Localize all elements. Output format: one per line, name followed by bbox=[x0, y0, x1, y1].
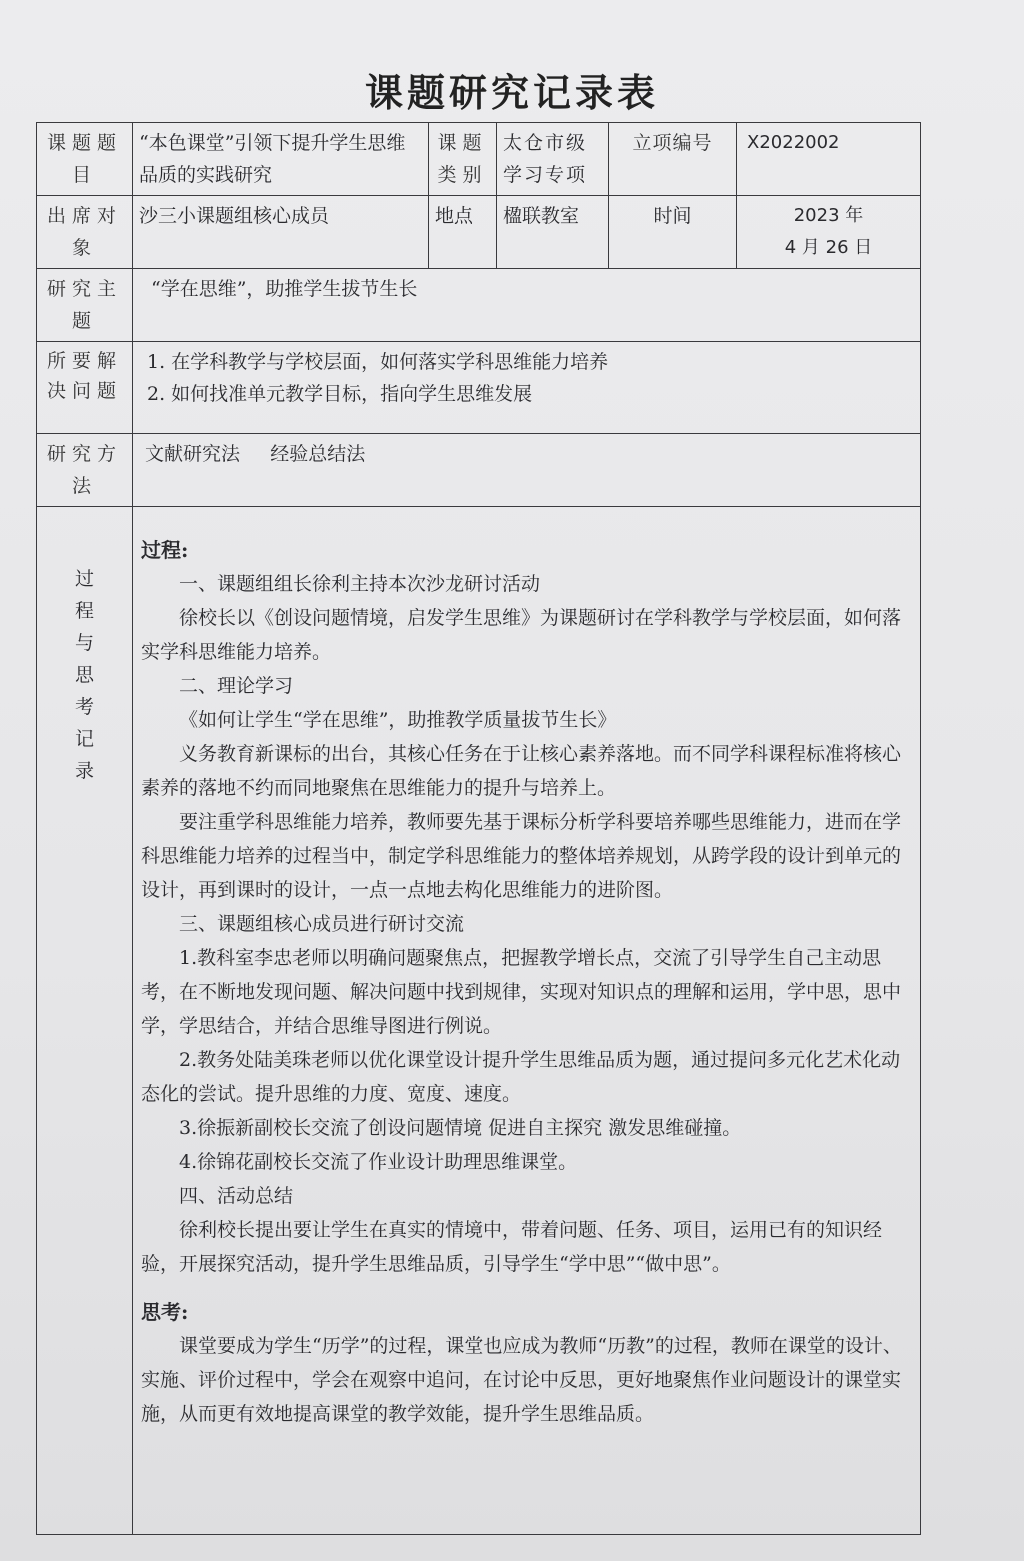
issues-label: 所要解决问题 bbox=[37, 342, 133, 434]
theme-label: 研究主题 bbox=[37, 269, 133, 342]
paragraph: 三、课题组核心成员进行研讨交流 bbox=[179, 913, 465, 935]
paragraph: 二、理论学习 bbox=[179, 675, 294, 697]
record-label bbox=[37, 507, 133, 1535]
paragraph: 要注重学科思维能力培养，教师要先基于课标分析学科要培养哪些思维能力，进而在学科思维能力培养的过程当中，制定学科思维能力的整体培养规划，从跨学段的设计到单元的设计，再到课时的设计，一点一点地去构化思维能力的进阶图。 bbox=[141, 811, 902, 901]
id-label: 立项编号 bbox=[609, 123, 737, 196]
place-label: 地点 bbox=[429, 196, 497, 269]
page-title: 课题研究记录表 bbox=[364, 70, 659, 115]
issues-list bbox=[133, 342, 921, 434]
paragraph: 徐利校长提出要让学生在真实的情境中，带着问题、任务、项目，运用已有的知识经验，开展探究活动，提升学生思维品质，引导学生“学中思”“做中思”。 bbox=[141, 1219, 883, 1275]
paragraph: 3.徐振新副校长交流了创设问题情境 促进自主探究 激发思维碰撞。 bbox=[179, 1117, 742, 1139]
id-value: X2022002 bbox=[737, 123, 921, 196]
row-topic bbox=[37, 123, 921, 196]
date-month-day: 4 月 26 日 bbox=[784, 237, 873, 258]
date-cell bbox=[737, 196, 921, 269]
category-label: 课题类别 bbox=[429, 123, 497, 196]
think-paragraph: 课堂要成为学生“历学”的过程，课堂也应成为教师“历教”的过程，教师在课堂的设计、实施、评价过程中，学会在观察中追问，在讨论中反思，更好地聚焦作业问题设计的课堂实施，从而更有效地提高课堂的教学效能，提升学生思维品质。 bbox=[141, 1335, 902, 1425]
paragraph: 四、活动总结 bbox=[179, 1185, 294, 1207]
record-label-char: 记 bbox=[74, 728, 94, 750]
attendees-value: 沙三小课题组核心成员 bbox=[133, 196, 429, 269]
method-value: 文献研究法 经验总结法 bbox=[133, 434, 921, 507]
issue-item-2: 2. 如何找准单元教学目标，指向学生思维发展 bbox=[147, 383, 533, 405]
paragraph: 一、课题组组长徐利主持本次沙龙研讨活动 bbox=[179, 573, 541, 595]
paragraph: 《如何让学生“学在思维”，助推教学质量拔节生长》 bbox=[179, 709, 617, 731]
topic-value: “本色课堂”引领下提升学生思维品质的实践研究 bbox=[133, 123, 429, 196]
process-heading: 过程: bbox=[141, 538, 189, 562]
date-year: 2023 年 bbox=[793, 205, 864, 226]
row-theme bbox=[37, 269, 921, 342]
spacer bbox=[141, 1281, 914, 1295]
paragraph: 义务教育新课标的出台，其核心任务在于让核心素养落地。而不同学科课程标准将核心素养的落地不约而同地聚焦在思维能力的提升与培养上。 bbox=[141, 743, 902, 799]
record-label-char: 与 bbox=[74, 632, 94, 654]
row-issues bbox=[37, 342, 921, 434]
record-label-char: 考 bbox=[74, 696, 94, 718]
paragraph: 1.教科室李忠老师以明确问题聚焦点，把握教学增长点，交流了引导学生自己主动思考，在不断地发现问题、解决问题中找到规律，实现对知识点的理解和运用，学中思，思中学，学思结合，并结合思维导图进行例说。 bbox=[141, 947, 902, 1037]
row-record bbox=[37, 507, 921, 1535]
record-label-char: 程 bbox=[74, 600, 94, 622]
place-value: 楹联教室 bbox=[497, 196, 609, 269]
paragraph: 4.徐锦花副校长交流了作业设计助理思维课堂。 bbox=[179, 1151, 578, 1173]
method-label: 研究方法 bbox=[37, 434, 133, 507]
paragraph: 徐校长以《创设问题情境，启发学生思维》为课题研讨在学科教学与学校层面，如何落实学科思维能力培养。 bbox=[141, 607, 902, 663]
record-content bbox=[133, 507, 921, 1535]
theme-value: “学在思维”，助推学生拔节生长 bbox=[133, 269, 921, 342]
category-value: 太仓市级学习专项 bbox=[497, 123, 609, 196]
row-attendees bbox=[37, 196, 921, 269]
record-label-char: 录 bbox=[74, 760, 94, 782]
record-label-char: 过 bbox=[74, 568, 94, 590]
row-method bbox=[37, 434, 921, 507]
time-label: 时间 bbox=[609, 196, 737, 269]
topic-label: 课题题目 bbox=[37, 123, 133, 196]
issue-item-1: 1. 在学科教学与学校层面，如何落实学科思维能力培养 bbox=[147, 351, 609, 373]
record-table bbox=[36, 122, 921, 1535]
think-heading: 思考: bbox=[141, 1300, 189, 1324]
record-label-char: 思 bbox=[74, 664, 94, 686]
paragraph: 2.教务处陆美珠老师以优化课堂设计提升学生思维品质为题，通过提问多元化艺术化动态化的尝试。提升思维的力度、宽度、速度。 bbox=[141, 1049, 901, 1105]
attendees-label: 出席对象 bbox=[37, 196, 133, 269]
